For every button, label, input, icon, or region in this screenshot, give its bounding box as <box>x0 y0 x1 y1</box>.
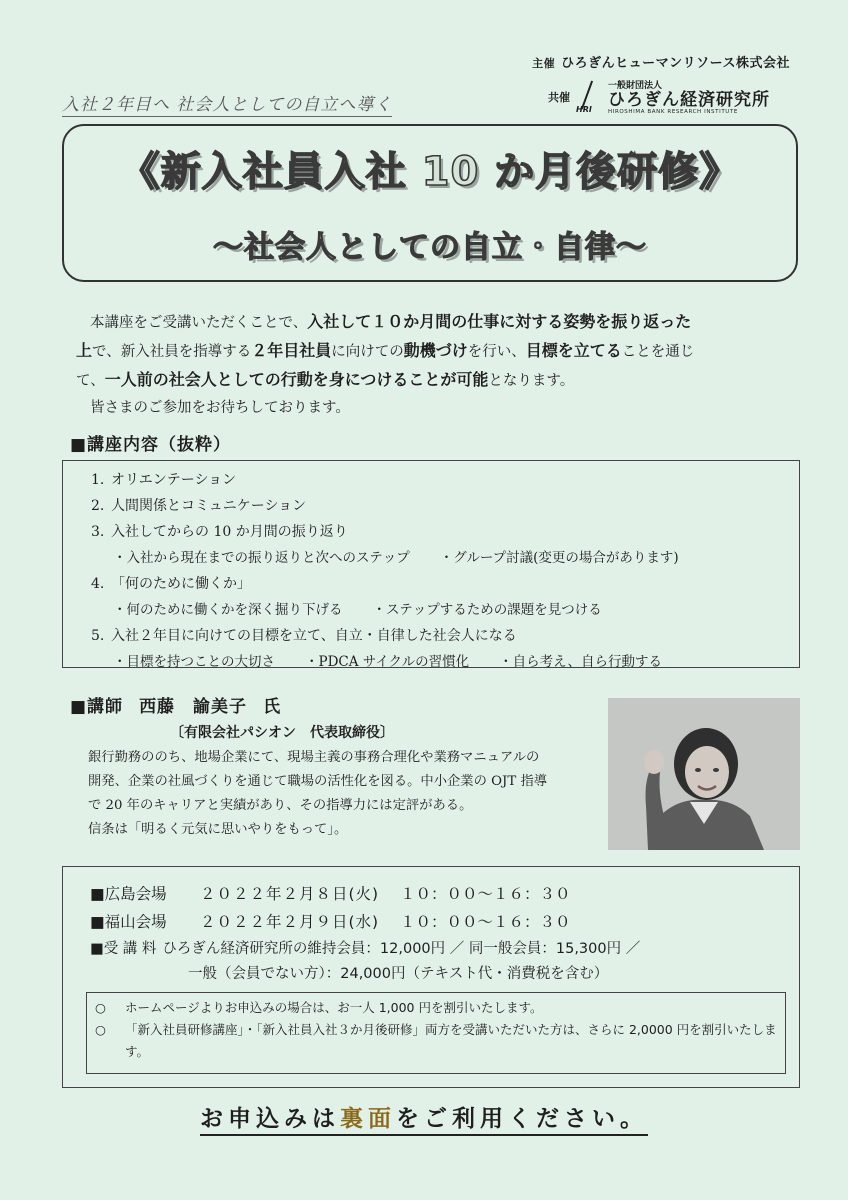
subitem: ・グループ討議(変更の場合があります) <box>439 550 679 566</box>
item-number: 4. <box>91 576 105 592</box>
fee-label: ■受 講 料 <box>90 941 157 957</box>
lecturer-heading <box>70 692 297 717</box>
intro-l2e: 動機づけ <box>403 341 468 360</box>
note-item <box>95 997 777 1019</box>
bio-line: 開発、企業の社風づくりを通じて職場の活性化を図る。中小企業の OJT 指導 <box>88 774 548 789</box>
footer-highlight: 裏面 <box>340 1106 396 1132</box>
intro-l2d: に向けての <box>331 344 404 360</box>
intro-text <box>76 308 800 422</box>
cohost-block <box>548 78 770 115</box>
intro-l2c: ２年目社員 <box>251 341 332 360</box>
page-subtitle: ～社会人としての自立・自律～ <box>213 230 647 265</box>
intro-l3a: て、 <box>76 373 105 389</box>
lecturer-suffix: 氏 <box>263 697 282 717</box>
venue-hiroshima <box>90 882 571 904</box>
lecturer-org: 〔有限会社パシオン 代表取締役〕 <box>170 725 394 741</box>
bio-line: 信条は「明るく元気に思いやりをもって」。 <box>88 822 348 837</box>
note-text: ホームページよりお申込みの場合は、お一人 1,000 円を割引いたします。 <box>125 1000 543 1015</box>
lecturer-bio <box>88 746 608 842</box>
intro-l2a: 上 <box>76 341 93 360</box>
intro-l1b: 入社して１０か月間の仕事に対する姿勢を振り返った <box>307 312 692 331</box>
venue-time: １０：００～１６：３０ <box>400 885 571 903</box>
subitem: ・自ら考え、自ら行動する <box>499 654 662 670</box>
lecturer-name: 西藤 諭美子 <box>139 697 248 717</box>
cohost-name-en: HIROSHIMA BANK RESEARCH INSTITUTE <box>608 109 738 115</box>
circle-bullet-icon: ○ <box>95 1000 106 1015</box>
list-subitems <box>91 597 799 623</box>
lecturer-photo <box>608 698 800 850</box>
footer-part-c: をご利用ください。 <box>396 1106 648 1132</box>
discount-notes <box>86 992 786 1074</box>
item-text: 入社してからの 10 か月間の振り返り <box>111 524 348 540</box>
venue-label: ■福山会場 <box>90 913 167 931</box>
cohost-org-type: 一般財団法人 <box>608 81 663 91</box>
fee-line-2: 一般（会員でない方）：24,000円（テキスト代・消費税を含む） <box>188 966 609 982</box>
venue-date: ２０２２年２月９日(水) <box>200 913 380 931</box>
subitem: ・ステップするための課題を見つける <box>372 602 602 618</box>
lecturer-label: ■講師 <box>70 697 124 717</box>
subitem: ・何のために働くかを深く掘り下げる <box>113 602 343 618</box>
item-number: 2. <box>91 498 105 514</box>
contents-list <box>62 460 800 668</box>
venue-time: １０：００～１６：３０ <box>400 913 571 931</box>
fee-line-1 <box>90 937 640 958</box>
intro-l2h: ことを通じ <box>621 344 695 360</box>
item-number: 5. <box>91 628 105 644</box>
hri-mark-text: HRI <box>576 104 592 114</box>
venue-fukuyama <box>90 910 571 932</box>
list-subitems <box>91 545 799 571</box>
item-number: 1. <box>91 472 105 488</box>
contents-heading: ■講座内容（抜粋） <box>70 435 232 455</box>
venue-date: ２０２２年２月８日(火) <box>200 885 380 903</box>
list-subitems <box>91 649 799 675</box>
circle-bullet-icon: ○ <box>95 1022 106 1037</box>
tagline: 入社２年目へ 社会人としての自立へ導く <box>62 90 392 117</box>
intro-l2f: を行い、 <box>467 344 526 360</box>
list-item <box>91 623 799 649</box>
bio-line: で 20 年のキャリアと実績があり、その指導力には定評がある。 <box>88 798 473 813</box>
intro-l2g: 目標を立てる <box>525 341 622 360</box>
venue-label: ■広島会場 <box>90 885 167 903</box>
subitem: ・入社から現在までの振り返りと次へのステップ <box>113 550 410 566</box>
cohost-label: 共催 <box>548 90 570 104</box>
hri-logo-icon <box>576 80 602 114</box>
list-item <box>91 493 799 519</box>
item-text: オリエンテーション <box>111 472 237 488</box>
subitem: ・目標を持つことの大切さ <box>113 654 275 670</box>
intro-l3c: となります。 <box>488 373 575 389</box>
note-text: 「新入社員研修講座」・「新入社員入社３か月後研修」両方を受講いただいた方は、さらに 2,0000 円を割引いたします。 <box>125 1022 777 1059</box>
list-item <box>91 571 799 597</box>
sponsor-label: 主催 <box>532 57 556 70</box>
subitem: ・PDCA サイクルの習慣化 <box>305 654 470 670</box>
lecturer-portrait-image <box>608 698 800 850</box>
bio-line: 銀行勤務ののち、地場企業にて、現場主義の事務合理化や業務マニュアルの <box>88 750 540 765</box>
application-notice <box>0 1100 848 1133</box>
fee-members: ひろぎん経済研究所の維持会員：12,000円 ／ 同一般会員：15,300円 ／ <box>162 941 641 957</box>
hri-names <box>608 78 770 115</box>
sponsor-line <box>532 52 790 71</box>
list-item <box>91 467 799 493</box>
sponsor-name: ひろぎんヒューマンリソース株式会社 <box>561 56 790 71</box>
list-item <box>91 519 799 545</box>
intro-l2b: で、新入社員を指導する <box>92 344 252 360</box>
cohost-name: ひろぎん経済研究所 <box>608 90 770 110</box>
item-number: 3. <box>91 524 105 540</box>
intro-l4: 皆さまのご参加をお待ちしております。 <box>90 400 350 416</box>
intro-l1a: 本講座をご受講いただくことで、 <box>90 315 308 331</box>
item-text: 入社２年目に向けての目標を立て、自立・自律した社会人になる <box>111 628 517 644</box>
intro-l3b: 一人前の社会人としての行動を身につけることが可能 <box>104 370 489 389</box>
page-title: 《新入社員入社 10 か月後研修》 <box>119 149 741 195</box>
note-item <box>95 1019 777 1063</box>
item-text: 「何のために働くか」 <box>111 576 251 592</box>
item-text: 人間関係とコミュニケーション <box>111 498 307 514</box>
footer-part-a: お申込みは <box>200 1106 340 1132</box>
